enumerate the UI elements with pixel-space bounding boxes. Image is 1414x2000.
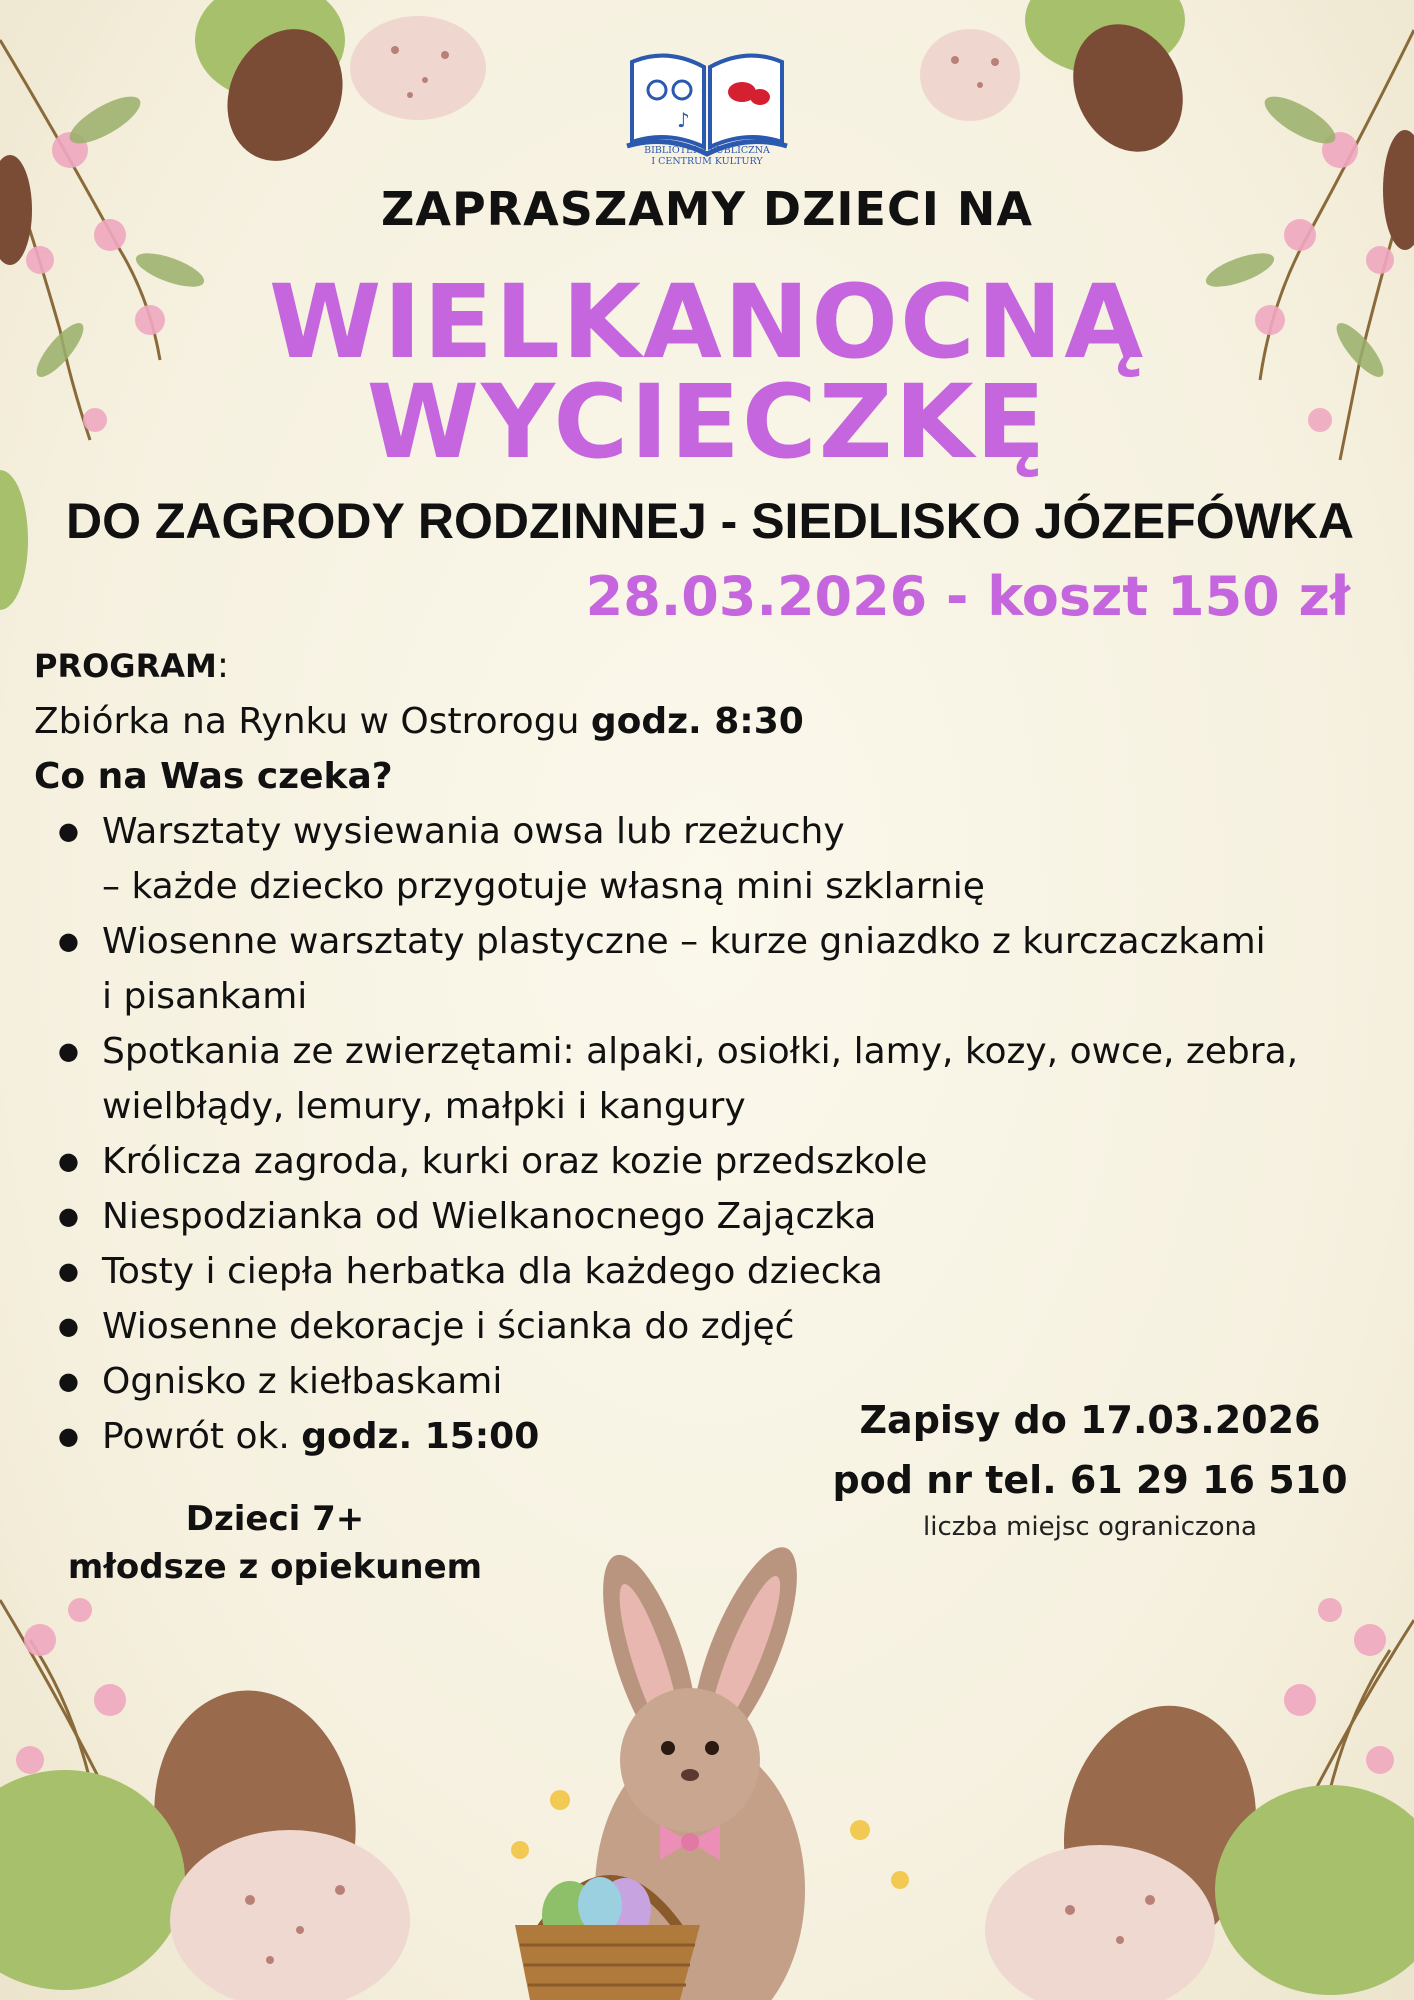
list-item-line1: ● Spotkania ze zwierzętami: alpaki, osiołki, lamy, kozy, owce, zebra, [102, 1031, 1299, 1072]
program-label [34, 638, 1364, 694]
list-item-line2: i pisankami [102, 976, 308, 1017]
signup-deadline: Zapisy do 17.03.2026 [859, 1398, 1321, 1442]
age-info-line1: Dzieci 7+ [185, 1499, 365, 1539]
list-item [102, 1134, 1364, 1189]
list-item-line2: – każde dziecko przygotuje własną mini szklarnię [102, 866, 985, 907]
easter-egg-icon [0, 1770, 185, 1990]
program-section [34, 638, 1364, 1464]
easter-egg-icon [1025, 0, 1185, 75]
program-label-text: PROGRAM [34, 647, 217, 685]
list-item-line1: ● Warsztaty wysiewania owsa lub rzeżuchy [102, 811, 845, 852]
list-item-line1: ● Wiosenne dekoracje i ścianka do zdjęć [102, 1306, 795, 1347]
signup-info [800, 1390, 1380, 1510]
list-item-line1: Powrót ok. [102, 1416, 302, 1457]
return-time: godz. 15:00 [301, 1416, 540, 1457]
easter-egg-icon [985, 1845, 1215, 2000]
svg-text:♪: ♪ [677, 108, 690, 132]
list-item-line1: ● Niespodzianka od Wielkanocnego Zajączka [102, 1196, 877, 1237]
program-question-text: Co na Was czeka? [34, 756, 393, 797]
destination: DO ZAGRODY RODZINNEJ - SIEDLISKO JÓZEFÓWKA [65, 493, 1355, 549]
library-name-line1: BIBLIOTEKA PUBLICZNA [644, 145, 770, 156]
program-list [34, 804, 1364, 1464]
list-item [102, 1189, 1364, 1244]
easter-egg-icon [138, 1677, 372, 1962]
date-cost: 28.03.2026 - koszt 150 zł [585, 565, 1350, 628]
program-label-colon: : [216, 645, 229, 686]
title-line2: WYCIECZKĘ [366, 363, 1048, 482]
easter-egg-icon [170, 1830, 410, 2000]
list-item [102, 1244, 1364, 1299]
list-item-line1: ● Tosty i ciepła herbatka dla każdego dziecka [102, 1251, 883, 1292]
easter-egg-icon [195, 0, 345, 100]
easter-bunny-icon [584, 1535, 818, 2000]
signup-phone: pod nr tel. 61 29 16 510 [832, 1458, 1348, 1502]
age-info [30, 1495, 520, 1591]
easter-egg-icon [920, 29, 1020, 121]
list-item [102, 1024, 1364, 1134]
meeting-text: Zbiórka na Rynku w Ostrorogu [34, 701, 591, 742]
list-item-line1: ● Królicza zagroda, kurki oraz kozie przedszkole [102, 1141, 928, 1182]
easter-egg-icon [206, 10, 363, 180]
library-name [600, 145, 814, 167]
list-item-line1: ● Ognisko z kiełbaskami [102, 1361, 503, 1402]
egg-basket-icon [515, 1877, 700, 2000]
list-item [102, 1299, 1364, 1354]
easter-egg-icon [1215, 1785, 1414, 1995]
easter-egg-icon [1053, 6, 1203, 170]
easter-egg-icon [350, 16, 486, 120]
library-name-line2: I CENTRUM KULTURY [651, 156, 763, 167]
program-question [34, 749, 1364, 804]
limited-places-note: liczba miejsc ograniczona [923, 1512, 1257, 1542]
meeting-time: godz. 8:30 [590, 701, 804, 742]
list-item [102, 804, 1364, 914]
title-line1: WIELKANOCNĄ [268, 263, 1146, 382]
invite-heading: ZAPRASZAMY DZIECI NA [381, 182, 1033, 236]
list-item-line1: ● Wiosenne warsztaty plastyczne – kurze gniazdko z kurczaczkami [102, 921, 1266, 962]
list-item [102, 914, 1364, 1024]
meeting-info [34, 694, 1364, 749]
list-item-line2: wielbłądy, lemury, małpki i kangury [102, 1086, 746, 1127]
age-info-line2: młodsze z opiekunem [67, 1547, 483, 1587]
easter-egg-icon [1045, 1690, 1276, 1969]
